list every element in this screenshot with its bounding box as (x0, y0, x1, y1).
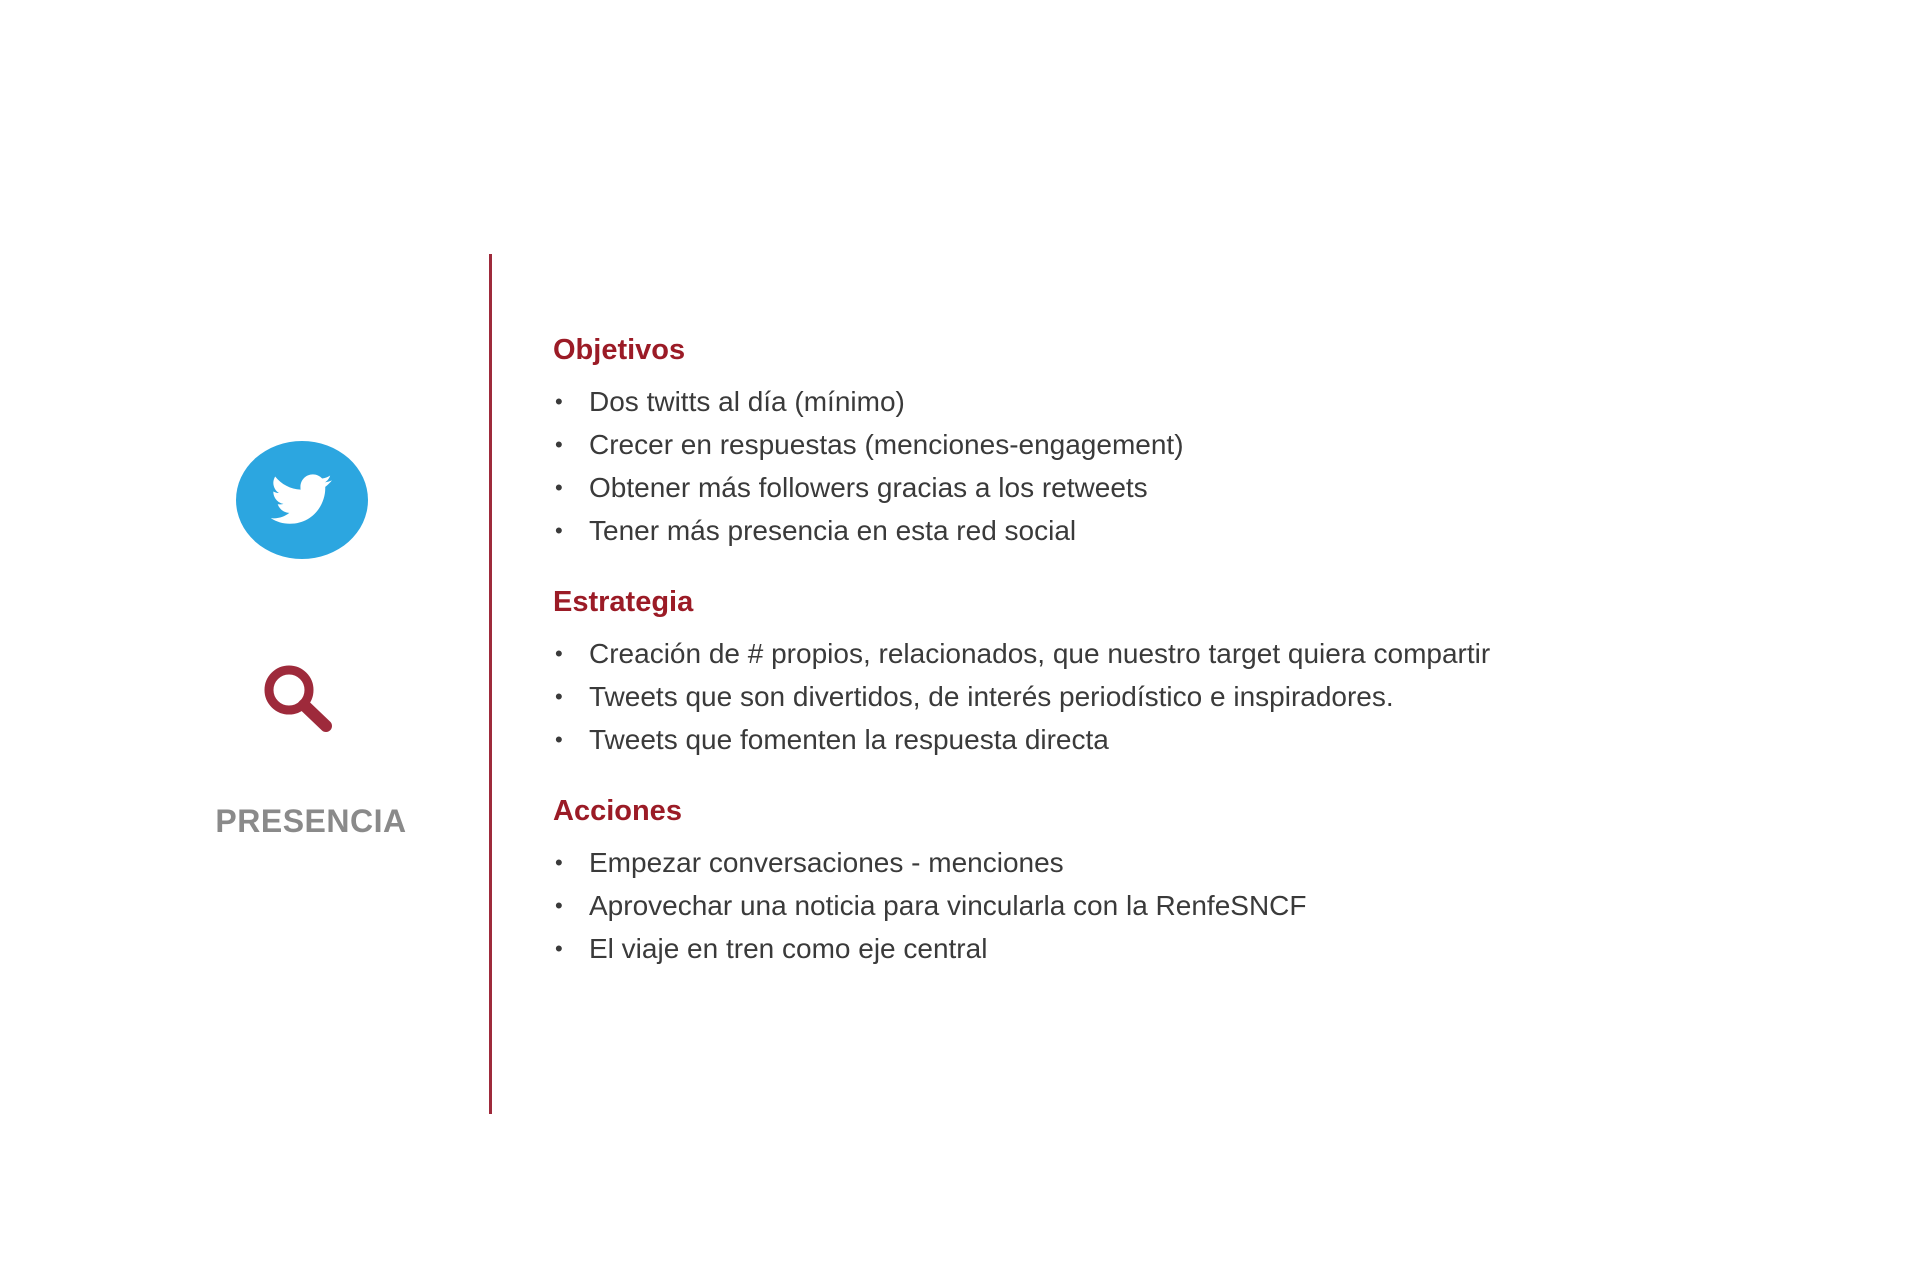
left-panel (0, 0, 480, 1280)
twitter-bird-icon (271, 474, 333, 526)
content-area (553, 330, 1853, 970)
section-objetivos (553, 330, 1853, 552)
list-item: • El viaje en tren como eje central (553, 927, 1853, 970)
section-heading: Estrategia (553, 586, 694, 618)
list-item: • Dos twitts al día (mínimo) (553, 380, 1853, 423)
section-estrategia (553, 582, 1853, 761)
bullet-list (553, 632, 1853, 761)
bullet-list (553, 380, 1853, 552)
vertical-divider (489, 254, 492, 1114)
list-item: • Tweets que son divertidos, de interés periodístico e inspiradores. (553, 675, 1853, 718)
list-item: • Tener más presencia en esta red social (553, 509, 1853, 552)
section-heading: Acciones (553, 795, 682, 827)
section-heading: Objetivos (553, 334, 686, 366)
list-item: • Obtener más followers gracias a los retweets (553, 466, 1853, 509)
section-acciones (553, 791, 1853, 970)
list-item: • Tweets que fomenten la respuesta directa (553, 718, 1853, 761)
magnifying-glass-icon (256, 660, 340, 732)
section-label-presencia: PRESENCIA (215, 803, 407, 839)
list-item: • Creación de # propios, relacionados, que nuestro target quiera compartir (553, 632, 1853, 675)
list-item: • Aprovechar una noticia para vincularla con la RenfeSNCF (553, 884, 1853, 927)
twitter-icon (236, 441, 368, 559)
list-item: • Empezar conversaciones - menciones (553, 841, 1853, 884)
bullet-list (553, 841, 1853, 970)
list-item: • Crecer en respuestas (menciones-engagement) (553, 423, 1853, 466)
